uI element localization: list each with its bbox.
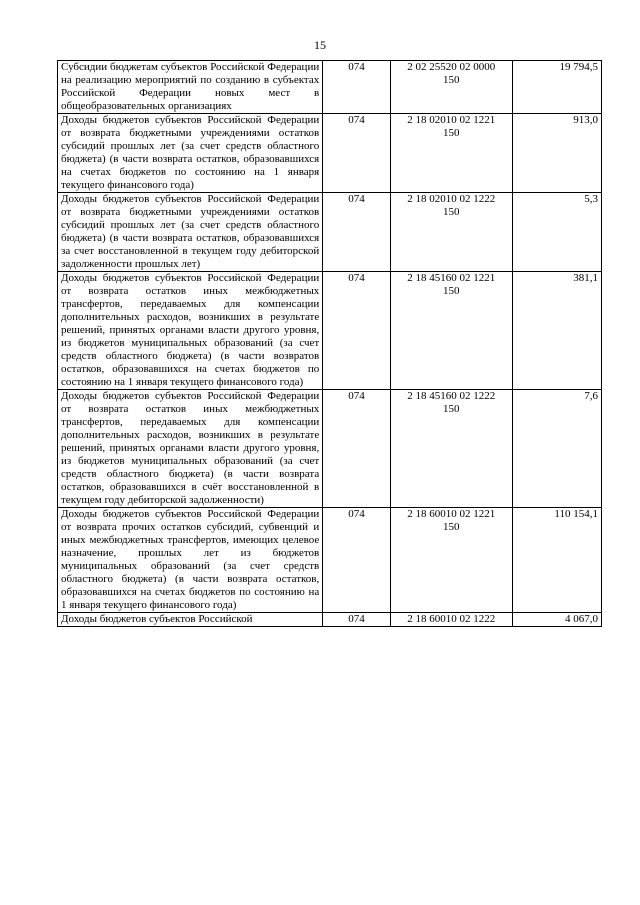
table-row xyxy=(58,508,602,613)
row-amount: 110 154,1 xyxy=(512,508,601,613)
row-amount: 19 794,5 xyxy=(512,61,601,114)
table-row xyxy=(58,114,602,193)
table-row xyxy=(58,390,602,508)
row-description: Доходы бюджетов субъектов Российской Федерации от возврата прочих остатков субсидий, субвенций и иных межбюджетных трансфертов, имеющих целевое назначение, прошлых лет из бюджетов муниципальных образований (за счет средств областного бюджета) (в части возврата остатков, образовавшихся на счетах бюджетов по состоянию на 1 января текущего финансового года) xyxy=(58,508,323,613)
row-admin-code: 074 xyxy=(323,61,391,114)
row-description: Доходы бюджетов субъектов Российской Федерации от возврата остатков иных межбюджетных трансфертов, передаваемых для компенсации дополнительных расходов, возникших в результате решений, принятых органами власти другого уровня, из бюджетов муниципальных образований (за счет средств областного бюджета) (в части возвратов остатков, образовавшихся на счетах бюджетов по состоянию на 1 января текущего финансового года) xyxy=(58,272,323,390)
row-budget-code: 2 18 02010 02 1222 150 xyxy=(390,193,512,272)
row-admin-code: 074 xyxy=(323,613,391,627)
row-budget-code: 2 18 02010 02 1221 150 xyxy=(390,114,512,193)
row-description: Субсидии бюджетам субъектов Российской Федерации на реализацию мероприятий по созданию в субъектах Российской Федерации новых мест в общеобразовательных организациях xyxy=(58,61,323,114)
row-budget-code: 2 18 45160 02 1221 150 xyxy=(390,272,512,390)
table-row xyxy=(58,272,602,390)
row-amount: 4 067,0 xyxy=(512,613,601,627)
row-amount: 381,1 xyxy=(512,272,601,390)
row-admin-code: 074 xyxy=(323,114,391,193)
budget-revenue-table xyxy=(57,60,602,627)
table-row xyxy=(58,193,602,272)
row-admin-code: 074 xyxy=(323,272,391,390)
table-row xyxy=(58,61,602,114)
row-admin-code: 074 xyxy=(323,508,391,613)
page-number: 15 xyxy=(314,38,326,52)
row-description: Доходы бюджетов субъектов Российской Федерации от возврата остатков иных межбюджетных трансфертов, передаваемых для компенсации дополнительных расходов, возникших в результате решений, принятых органами власти другого уровня, из бюджетов муниципальных образований (за счет средств областного бюджета) (в части возврата остатков, образовавшихся в счёт восстановленной в текущем году дебиторской задолженности) xyxy=(58,390,323,508)
table-row xyxy=(58,613,602,627)
row-description: Доходы бюджетов субъектов Российской Федерации от возврата бюджетными учреждениями остатков субсидий прошлых лет (за счет средств областного бюджета) (в части возврата остатков, образовавшихся за счет восстановленной в текущем году дебиторской задолженности прошлых лет) xyxy=(58,193,323,272)
row-budget-code: 2 02 25520 02 0000 150 xyxy=(390,61,512,114)
row-description: Доходы бюджетов субъектов Российской Федерации от возврата бюджетными учреждениями остатков субсидий прошлых лет (за счет средств областного бюджета) (в части возврата остатков, образовавшихся на счетах бюджетов по состоянию на 1 января текущего финансового года) xyxy=(58,114,323,193)
row-budget-code: 2 18 45160 02 1222 150 xyxy=(390,390,512,508)
row-admin-code: 074 xyxy=(323,193,391,272)
row-amount: 7,6 xyxy=(512,390,601,508)
row-admin-code: 074 xyxy=(323,390,391,508)
row-amount: 913,0 xyxy=(512,114,601,193)
row-amount: 5,3 xyxy=(512,193,601,272)
row-budget-code: 2 18 60010 02 1221 150 xyxy=(390,508,512,613)
row-budget-code: 2 18 60010 02 1222 xyxy=(390,613,512,627)
row-description: Доходы бюджетов субъектов Российской xyxy=(58,613,323,627)
